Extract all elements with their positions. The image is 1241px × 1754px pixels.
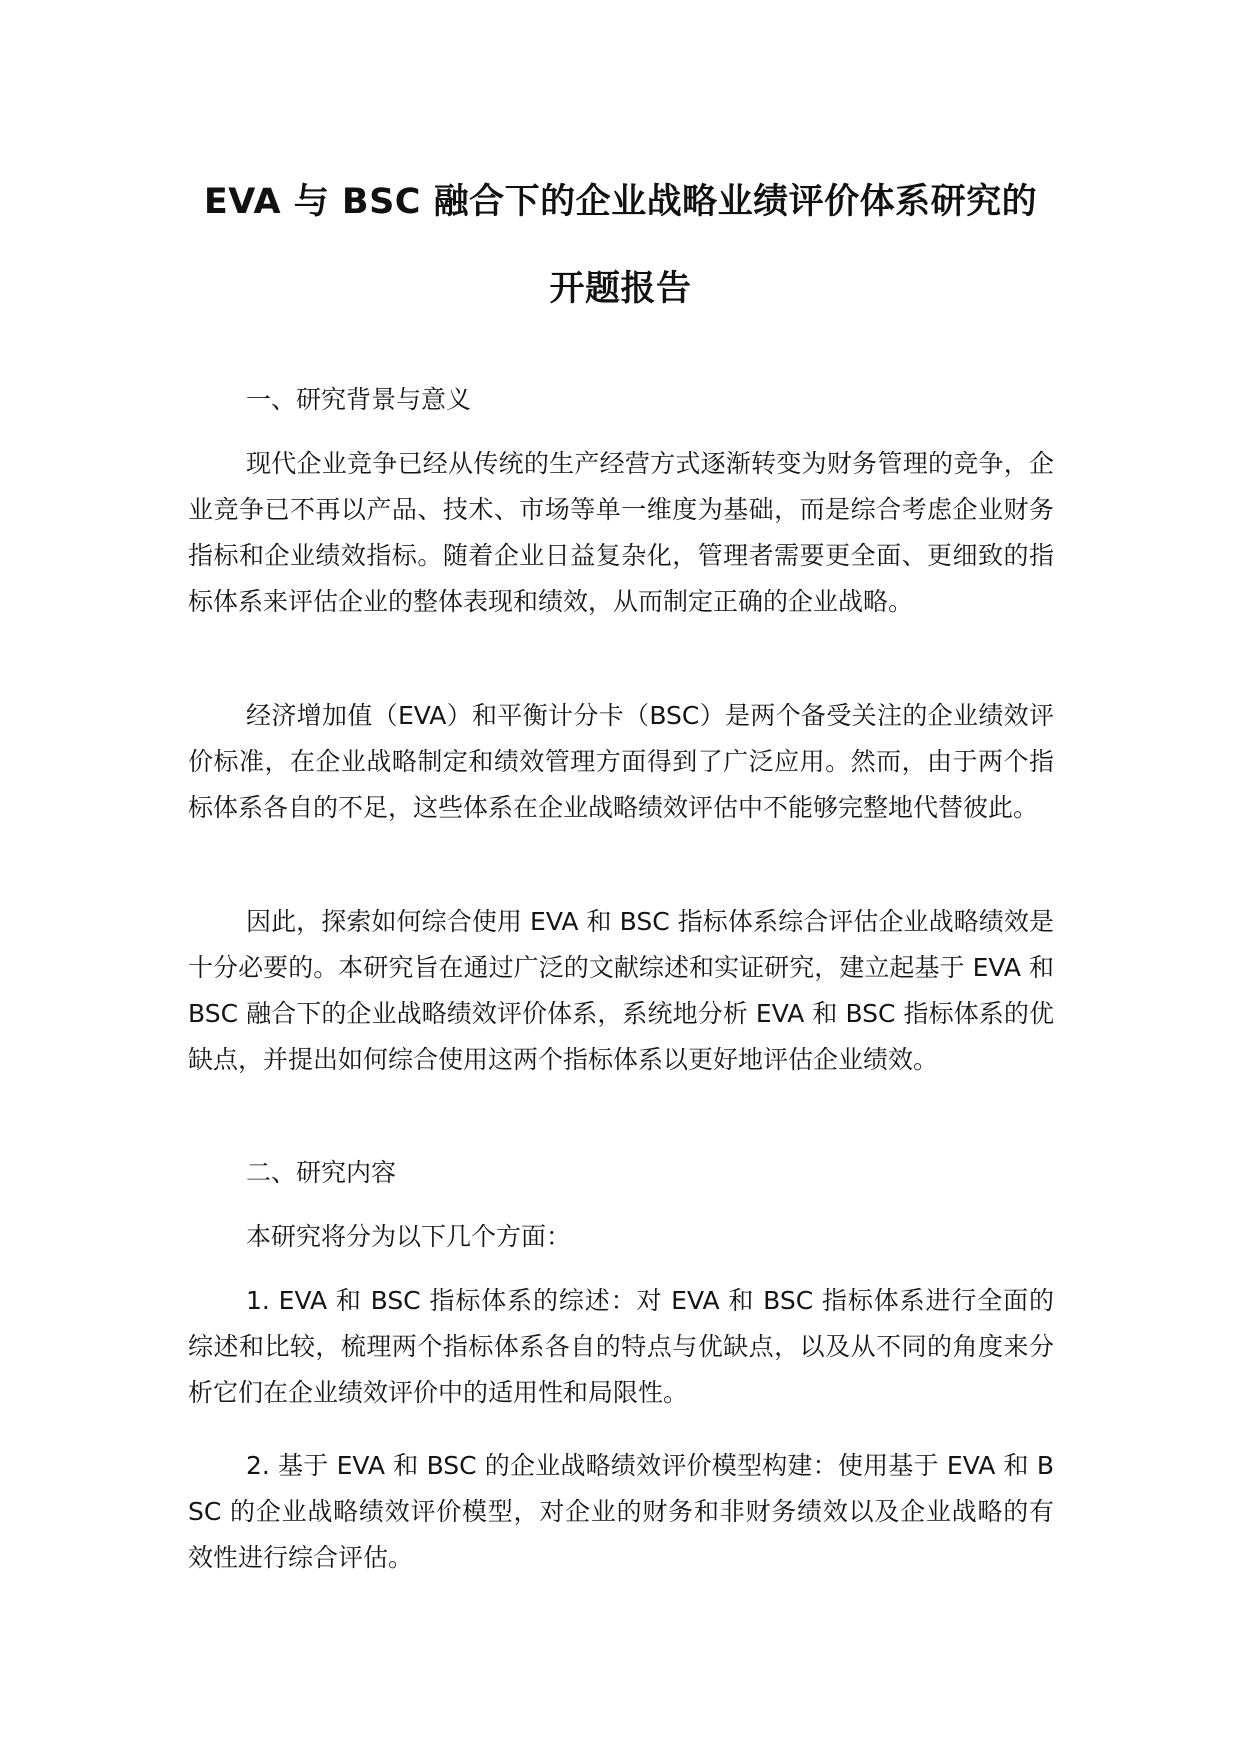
list-item: 2. 基于 EVA 和 BSC 的企业战略绩效评价模型构建：使用基于 EVA 和 BSC 的企业战略绩效评价模型，对企业的财务和非财务绩效以及企业战略的有效性进行综合评估。 bbox=[188, 1451, 1054, 1572]
section-intro: 本研究将分为以下几个方面： bbox=[246, 1222, 572, 1251]
document-title-line-2: 开题报告 bbox=[549, 269, 692, 309]
section-heading-content: 二、研究内容 bbox=[246, 1158, 397, 1187]
document-title-line-1: EVA 与 BSC 融合下的企业战略业绩评价体系研究的 bbox=[203, 182, 1038, 222]
paragraph: 现代企业竞争已经从传统的生产经营方式逐渐转变为财务管理的竞争，企业竞争已不再以产品、技术、市场等单一维度为基础，而是综合考虑企业财务指标和企业绩效指标。随着企业日益复杂化，管理者需要更全面、更细致的指标体系来评估企业的整体表现和绩效，从而制定正确的企业战略。 bbox=[188, 449, 1054, 616]
paragraph: 因此，探索如何综合使用 EVA 和 BSC 指标体系综合评估企业战略绩效是十分必要的。本研究旨在通过广泛的文献综述和实证研究，建立起基于 EVA 和 BSC 融合下的企业战略绩效评价体系，系统地分析 EVA 和 BSC 指标体系的优缺点，并提出如何综合使用这两个指标体系以更好地评估企业绩效。 bbox=[188, 907, 1054, 1074]
list-item: 1. EVA 和 BSC 指标体系的综述：对 EVA 和 BSC 指标体系进行全面的综述和比较，梳理两个指标体系各自的特点与优缺点，以及从不同的角度来分析它们在企业绩效评价中的适用性和局限性。 bbox=[188, 1286, 1054, 1407]
section-heading-background: 一、研究背景与意义 bbox=[246, 385, 472, 414]
paragraph: 经济增加值（EVA）和平衡计分卡（BSC）是两个备受关注的企业绩效评价标准，在企业战略制定和绩效管理方面得到了广泛应用。然而，由于两个指标体系各自的不足，这些体系在企业战略绩效评估中不能够完整地代替彼此。 bbox=[188, 701, 1054, 822]
